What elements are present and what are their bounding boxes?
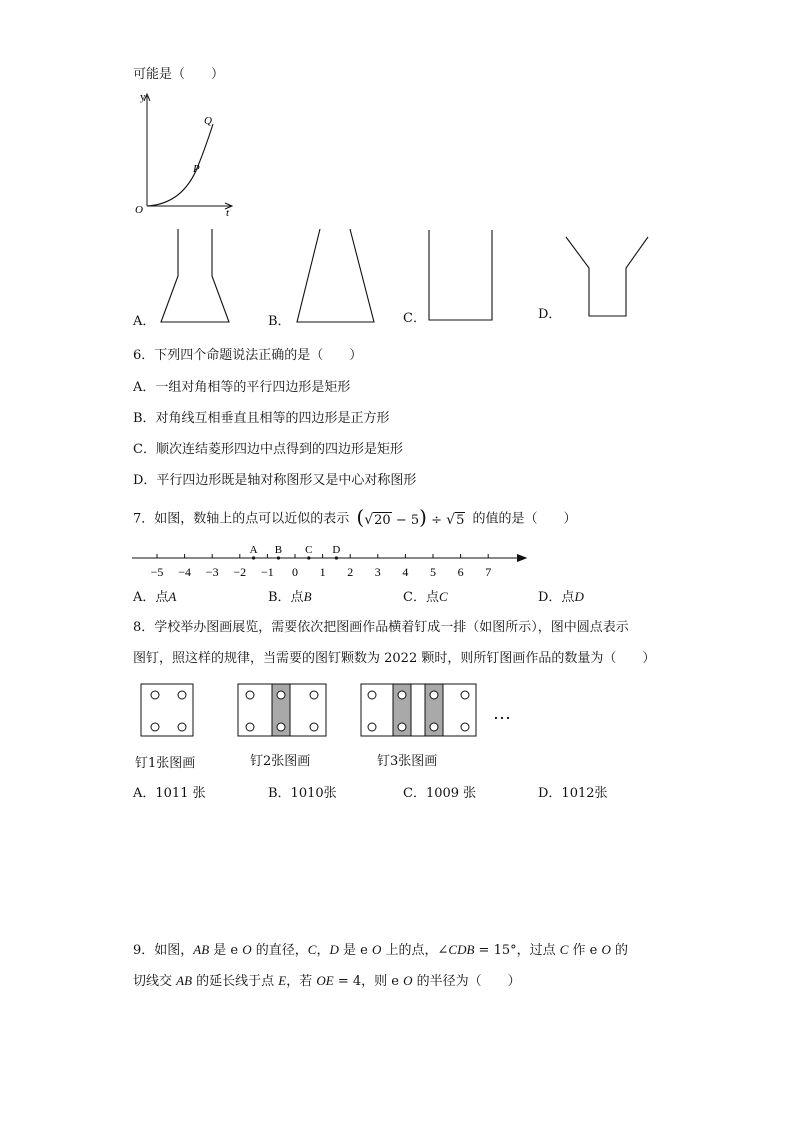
cylinder-icon <box>427 229 497 324</box>
q8-stem-line1: 8．学校举办图画展览，需要依次把图画作品横着钉成一排（如图所示），图中圆点表示 <box>133 620 629 635</box>
axis-tick-label: −1 <box>261 565 274 579</box>
q6-option-a[interactable]: A．一组对角相等的平行四边形是矩形 <box>133 380 351 395</box>
q5-option-c[interactable]: C． <box>403 311 426 326</box>
q8-ellipsis: … <box>493 703 511 723</box>
q7-stem-prefix: 7．如图，数轴上的点可以近似的表示 <box>133 511 350 527</box>
axis-tick-label: −3 <box>205 565 219 579</box>
axis-point-label: A <box>249 544 258 556</box>
figure-two-paintings <box>238 684 326 736</box>
q8-caption-2: 钉2张图画 <box>250 754 311 769</box>
q8-option-a[interactable]: A．1011 张 <box>133 786 206 801</box>
axis-point-c <box>307 556 310 559</box>
q7-expression: (√20 − 5) ÷ √5 <box>356 505 465 529</box>
axis-point-a <box>252 556 255 559</box>
q7-number-line <box>128 538 530 582</box>
axis-tick-label: 7 <box>485 565 492 579</box>
figure-one-painting <box>141 684 193 736</box>
q8-pin-figures <box>138 682 518 742</box>
axis-tick-label: −5 <box>150 565 164 579</box>
q7-stem <box>133 505 577 530</box>
q7-option-c[interactable]: C．点C <box>403 589 448 605</box>
axis-point-label: B <box>274 544 283 556</box>
q9-stem-line2: 切线交 AB 的延长线于点 E，若 OE = 4，则 e O 的半径为（ ） <box>133 973 521 989</box>
q5-option-b[interactable]: B． <box>268 314 291 329</box>
q6-option-c[interactable]: C．顺次连结菱形四边中点得到的四边形是矩形 <box>133 442 403 457</box>
figure-three-paintings <box>361 684 476 736</box>
graph-origin-label: O <box>135 204 143 216</box>
graph-t-label: t <box>226 207 230 218</box>
q6-option-b[interactable]: B．对角线互相垂直且相等的四边形是正方形 <box>133 411 390 426</box>
flask-icon <box>156 228 236 326</box>
axis-tick-label: 0 <box>292 565 298 579</box>
axis-tick-label: −2 <box>233 565 247 579</box>
axis-point-label: D <box>332 544 341 556</box>
graph-p-label: P <box>193 163 200 175</box>
q5-stem-tail: 可能是（ ） <box>133 67 225 82</box>
axis-tick-label: 6 <box>457 565 464 579</box>
q7-option-b[interactable]: B．点B <box>268 589 312 605</box>
axis-tick-label: −4 <box>178 565 191 579</box>
q5-option-a[interactable]: A． <box>133 314 156 329</box>
graph-y-label: y <box>140 91 146 103</box>
q8-option-c[interactable]: C．1009 张 <box>403 786 477 801</box>
funnel-icon <box>564 235 652 319</box>
axis-tick-label: 4 <box>402 565 409 579</box>
q8-caption-3: 钉3张图画 <box>377 754 438 769</box>
q9-stem-line1: 9．如图，AB 是 e O 的直径，C，D 是 e O 上的点，∠CDB = 15°，过点 C 作 e O 的 <box>133 942 629 958</box>
q5-graph <box>128 86 238 218</box>
q8-stem-line2: 图钉，照这样的规律，当需要的图钉颗数为 2022 颗时，则所钉图画作品的数量为（ ） <box>133 651 656 666</box>
axis-tick-label: 5 <box>430 565 436 579</box>
graph-q-label: Q <box>204 115 212 127</box>
axis-point-d <box>335 556 338 559</box>
q8-option-d[interactable]: D．1012张 <box>538 786 608 801</box>
q6-stem: 6．下列四个命题说法正确的是（ ） <box>133 348 363 363</box>
q5-option-d[interactable]: D． <box>538 307 562 322</box>
axis-tick-label: 2 <box>347 565 354 579</box>
axis-point-label: C <box>305 544 313 556</box>
axis-tick-label: 1 <box>319 565 326 579</box>
q8-caption-1: 钉1张图画 <box>135 756 196 771</box>
narrow-top-vessel-icon <box>294 228 378 326</box>
q7-option-d[interactable]: D．点D <box>538 589 584 605</box>
q7-stem-suffix: 的值的是（ ） <box>472 511 577 527</box>
q8-option-b[interactable]: B．1010张 <box>268 786 337 801</box>
axis-tick-label: 3 <box>374 565 381 579</box>
q7-option-a[interactable]: A．点A <box>133 589 177 605</box>
q6-option-d[interactable]: D．平行四边形既是轴对称图形又是中心对称图形 <box>133 473 417 488</box>
axis-point-b <box>277 556 280 559</box>
